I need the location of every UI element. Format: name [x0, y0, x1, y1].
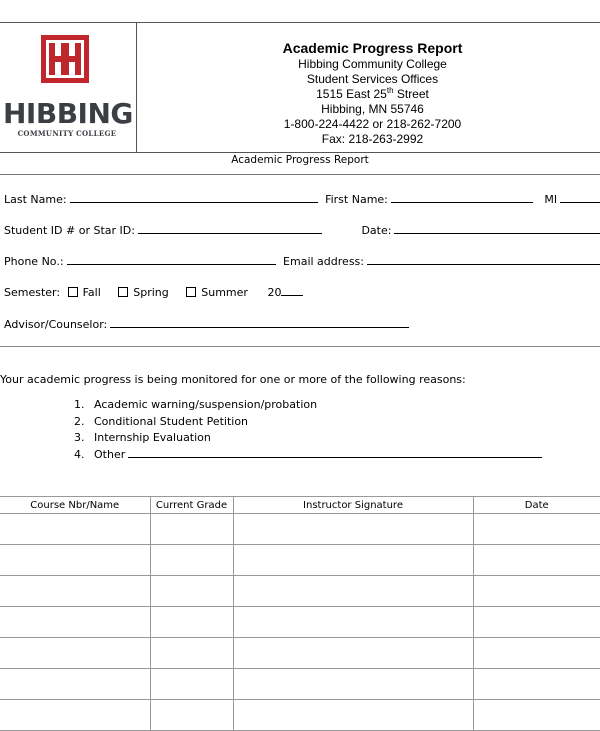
- student-info-form: [0, 175, 600, 347]
- fall-option[interactable]: [68, 286, 101, 299]
- street-suffix: th: [386, 86, 394, 95]
- course-cell[interactable]: [0, 545, 150, 576]
- reason-item: [74, 431, 542, 448]
- date-label: Date:: [361, 224, 392, 237]
- reasons-intro: Your academic progress is being monitored for one or more of the following reasons:: [0, 373, 466, 386]
- subtitle-text: Academic Progress Report: [231, 154, 369, 166]
- grade-cell[interactable]: [150, 700, 233, 731]
- table-row: [0, 514, 600, 545]
- reason-text: Other: [94, 448, 126, 462]
- student-id-field[interactable]: [138, 224, 322, 234]
- reason-number: 1.: [74, 398, 85, 411]
- first-name-label: First Name:: [325, 193, 388, 206]
- table-row: [0, 607, 600, 638]
- reason-text: Conditional Student Petition: [94, 414, 249, 428]
- logo-name: HIBBING: [3, 97, 133, 130]
- table-row: [0, 545, 600, 576]
- grade-cell[interactable]: [150, 576, 233, 607]
- fall-checkbox[interactable]: [68, 287, 78, 297]
- subtitle-row: [0, 153, 600, 175]
- course-cell[interactable]: [0, 514, 150, 545]
- summer-checkbox[interactable]: [186, 287, 196, 297]
- year-field[interactable]: [281, 286, 303, 296]
- report-title: Academic Progress Report: [282, 40, 463, 56]
- reason-item: [74, 415, 542, 432]
- table-header-row: [0, 497, 600, 514]
- grade-cell[interactable]: [150, 669, 233, 700]
- reasons-list: [74, 398, 542, 465]
- advisor-field[interactable]: [110, 318, 409, 328]
- college-name: Hibbing Community College: [298, 57, 447, 71]
- street-name: Street: [393, 87, 429, 101]
- street-number: 1515 East 25: [316, 87, 387, 101]
- signature-cell[interactable]: [233, 700, 473, 731]
- grade-cell[interactable]: [150, 514, 233, 545]
- email-label: Email address:: [283, 255, 364, 268]
- phone-field[interactable]: [67, 255, 276, 265]
- date-cell[interactable]: [473, 576, 600, 607]
- city-state-zip: Hibbing, MN 55746: [321, 102, 424, 116]
- date-cell[interactable]: [473, 669, 600, 700]
- office-name: Student Services Offices: [306, 72, 439, 86]
- name-line: [4, 193, 600, 206]
- signature-cell[interactable]: [233, 576, 473, 607]
- reason-number: 4.: [74, 448, 85, 462]
- reason-text: Academic warning/suspension/probation: [94, 398, 318, 411]
- hibbing-logo-icon: [41, 35, 89, 83]
- phone-label: Phone No.:: [4, 255, 64, 268]
- org-info: [140, 39, 600, 147]
- reason-number: 2.: [74, 414, 85, 428]
- reason-number: 3.: [74, 431, 85, 445]
- first-name-field[interactable]: [391, 193, 533, 203]
- reason-item: [74, 398, 542, 415]
- contact-line: [4, 255, 600, 268]
- mi-field[interactable]: [560, 193, 600, 203]
- summer-option[interactable]: [186, 286, 248, 299]
- logo-cell: [0, 23, 137, 152]
- course-cell[interactable]: [0, 669, 150, 700]
- grade-cell[interactable]: [150, 638, 233, 669]
- course-cell[interactable]: [0, 638, 150, 669]
- reason-text: Internship Evaluation: [94, 431, 211, 445]
- grade-cell[interactable]: [150, 545, 233, 576]
- date-cell[interactable]: [473, 607, 600, 638]
- reason-item: [74, 448, 542, 465]
- course-cell[interactable]: [0, 607, 150, 638]
- column-header-course: Course Nbr/Name: [0, 497, 150, 514]
- spring-option[interactable]: [118, 286, 169, 299]
- id-line: [4, 224, 600, 237]
- other-reason-field[interactable]: [128, 448, 542, 458]
- email-field[interactable]: [367, 255, 600, 265]
- advisor-label: Advisor/Counselor:: [4, 318, 108, 331]
- phone-numbers: 1-800-224-4422 or 218-262-7200: [283, 117, 462, 131]
- fall-label: Fall: [82, 286, 101, 299]
- course-cell[interactable]: [0, 700, 150, 731]
- grade-cell[interactable]: [150, 607, 233, 638]
- signature-cell[interactable]: [233, 514, 473, 545]
- date-cell[interactable]: [473, 638, 600, 669]
- course-table: [0, 496, 600, 731]
- signature-cell[interactable]: [233, 669, 473, 700]
- advisor-line: [4, 318, 409, 331]
- header-box: [0, 22, 600, 153]
- year-label: 20: [267, 286, 282, 299]
- signature-cell[interactable]: [233, 545, 473, 576]
- spring-checkbox[interactable]: [118, 287, 128, 297]
- table-row: [0, 669, 600, 700]
- date-cell[interactable]: [473, 545, 600, 576]
- course-cell[interactable]: [0, 576, 150, 607]
- table-row: [0, 638, 600, 669]
- column-header-signature: Instructor Signature: [233, 497, 473, 514]
- date-cell[interactable]: [473, 514, 600, 545]
- spring-label: Spring: [133, 286, 169, 299]
- table-row: [0, 576, 600, 607]
- semester-label: Semester:: [4, 286, 61, 299]
- street-address: [140, 87, 600, 102]
- date-cell[interactable]: [473, 700, 600, 731]
- logo-subname: COMMUNITY COLLEGE: [17, 129, 117, 138]
- column-header-date: Date: [473, 497, 600, 514]
- summer-label: Summer: [201, 286, 248, 299]
- mi-label: MI: [544, 193, 558, 206]
- fax-number: Fax: 218-263-2992: [321, 132, 424, 146]
- signature-cell[interactable]: [233, 607, 473, 638]
- table-row: [0, 700, 600, 731]
- column-header-grade: Current Grade: [150, 497, 233, 514]
- date-field[interactable]: [394, 224, 600, 234]
- last-name-field[interactable]: [70, 193, 318, 203]
- student-id-label: Student ID # or Star ID:: [4, 224, 135, 237]
- signature-cell[interactable]: [233, 638, 473, 669]
- semester-line: [4, 286, 303, 299]
- last-name-label: Last Name:: [4, 193, 67, 206]
